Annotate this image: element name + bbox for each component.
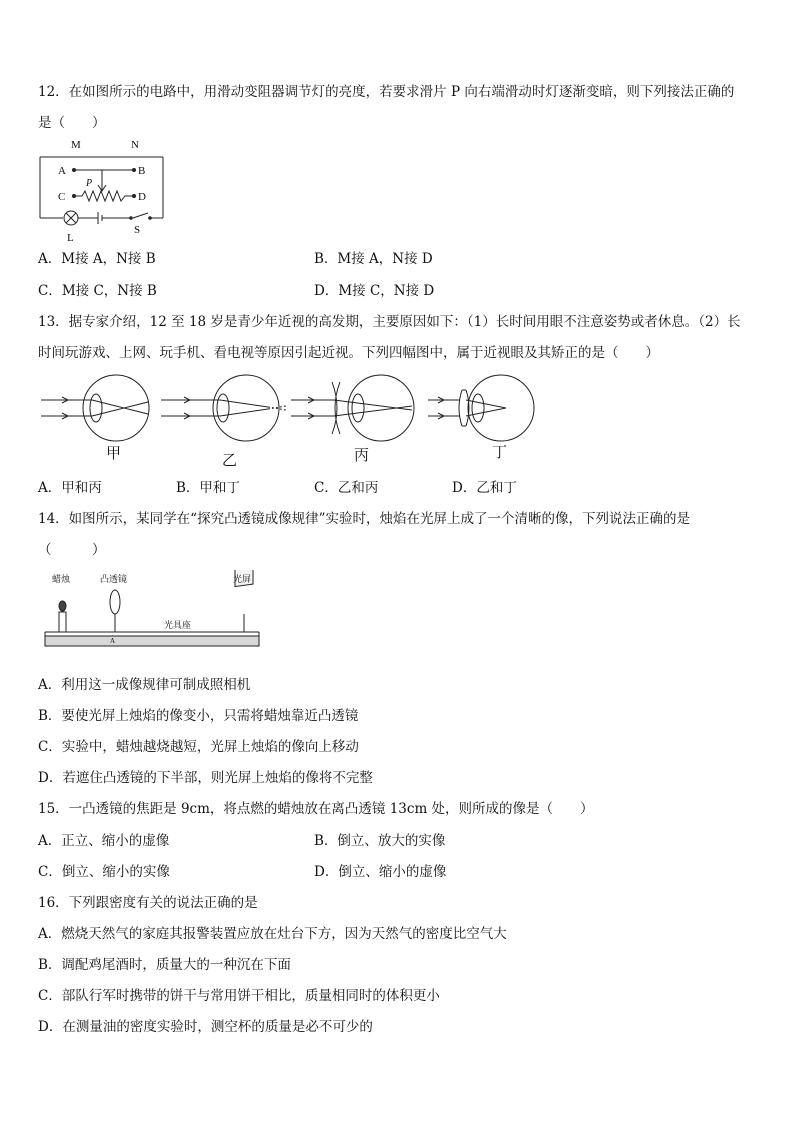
q14-option-c: C．实验中，蜡烛越烧越短，光屏上烛焰的像向上移动 <box>38 739 359 755</box>
q16-option-b: B．调配鸡尾酒时，质量大的一种沉在下面 <box>38 957 291 973</box>
q13-label-jia: 甲 <box>106 446 122 462</box>
q15-stem: 15．一凸透镜的焦距是 9cm，将点燃的蜡烛放在离凸透镜 13cm 处，则所成的像是（ ） <box>38 801 594 817</box>
q16-stem: 16．下列跟密度有关的说法正确的是 <box>38 895 258 911</box>
q12-stem-line2: 是（ ） <box>38 115 106 131</box>
q13-eye-diagrams <box>36 370 556 470</box>
q13-label-bing: 丙 <box>354 448 370 464</box>
q12-option-a: A．M接 A，N接 B <box>38 251 156 267</box>
q16-option-a: A．燃烧天然气的家庭其报警装置应放在灶台下方，因为天然气的密度比空气大 <box>38 926 507 942</box>
eye-diagram-ding <box>428 375 534 441</box>
eye-diagram-yi <box>161 375 286 441</box>
q12-stem-line1: 12．在如图所示的电路中，用滑动变阻器调节灯的亮度，若要求滑片 P 向右端滑动时灯逐渐变暗，则下列接法正确的 <box>38 84 735 100</box>
q13-label-yi: 乙 <box>222 453 238 469</box>
q13-option-c: C．乙和丙 <box>314 480 379 496</box>
q12-label-s: S <box>134 224 141 236</box>
q13-stem-line2: 时间玩游戏、上网、玩手机、看电视等原因引起近视。下列四幅图中，属于近视眼及其矫正的是（ ） <box>38 345 659 361</box>
q14-label-bench: 光具座 <box>164 620 192 630</box>
q15-option-a: A．正立、缩小的虚像 <box>38 833 170 849</box>
q14-label-point: A <box>110 637 116 645</box>
q13-option-b: B．甲和丁 <box>176 480 240 496</box>
q12-option-b: B．M接 A，N接 D <box>314 251 433 267</box>
q14-stem-line2: （ ） <box>38 542 106 558</box>
q15-option-b: B．倒立、放大的实像 <box>314 833 446 849</box>
q14-option-a: A．利用这一成像规律可制成照相机 <box>38 677 251 693</box>
q14-label-screen: 光屏 <box>233 574 252 584</box>
q12-circuit-diagram <box>30 136 170 248</box>
q12-label-d: D <box>138 191 146 203</box>
q14-option-d: D．若遮住凸透镜的下半部，则光屏上烛焰的像将不完整 <box>38 770 373 786</box>
q13-stem-line1: 13．据专家介绍，12 至 18 岁是青少年近视的高发期，主要原因如下：（1）长时间用眼不注意姿势或者休息。（2）长 <box>38 314 741 330</box>
q12-label-b: B <box>138 165 146 177</box>
q13-option-a: A．甲和丙 <box>38 480 102 496</box>
eye-diagram-jia <box>41 375 149 441</box>
q14-label-lens: 凸透镜 <box>100 574 128 584</box>
q12-label-c: C <box>58 191 66 203</box>
q15-option-d: D．倒立、缩小的虚像 <box>314 864 447 880</box>
q14-optical-bench-figure <box>40 570 265 660</box>
q13-label-ding: 丁 <box>492 445 508 461</box>
q12-label-m: M <box>71 139 81 151</box>
q16-option-d: D．在测量油的密度实验时，测空杯的质量是必不可少的 <box>38 1019 373 1035</box>
q12-label-n: N <box>131 139 139 151</box>
q14-stem-line1: 14．如图所示，某同学在“探究凸透镜成像规律”实验时，烛焰在光屏上成了一个清晰的像，下列说法正确的是 <box>38 511 690 527</box>
eye-diagram-bing <box>291 375 414 441</box>
q15-option-c: C．倒立、缩小的实像 <box>38 864 170 880</box>
q12-option-c: C．M接 C，N接 B <box>38 283 157 299</box>
q12-option-d: D．M接 C，N接 D <box>314 283 435 299</box>
q14-label-candle: 蜡烛 <box>52 574 71 584</box>
q12-label-a: A <box>58 165 66 177</box>
q12-label-l: L <box>67 232 74 244</box>
q14-option-b: B．要使光屏上烛焰的像变小，只需将蜡烛靠近凸透镜 <box>38 708 359 724</box>
q13-option-d: D．乙和丁 <box>452 480 517 496</box>
q12-label-p: P <box>86 178 93 189</box>
q16-option-c: C．部队行军时携带的饼干与常用饼干相比，质量相同时的体积更小 <box>38 988 440 1004</box>
